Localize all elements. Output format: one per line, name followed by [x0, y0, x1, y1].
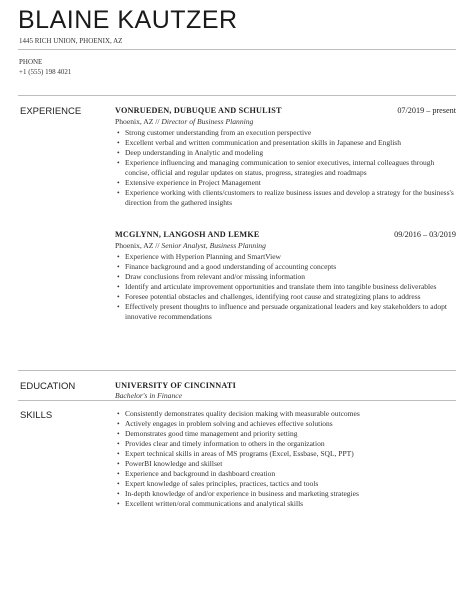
- responsibility-list: [115, 128, 456, 208]
- header-divider: [18, 49, 456, 50]
- list-item: • Excellent written/oral communications and analytical skills: [115, 499, 456, 509]
- list-item: • Consistently demonstrates quality decision making with measurable outcomes: [115, 409, 456, 419]
- list-item: • Finance background and a good understanding of accounting concepts: [115, 262, 456, 272]
- list-item: • Experience with Hyperion Planning and SmartView: [115, 252, 456, 262]
- job-location: Phoenix, AZ //: [115, 117, 162, 126]
- experience-entry-1: [115, 106, 456, 208]
- education-heading: EDUCATION: [20, 381, 76, 392]
- employer-name: VONRUEDEN, DUBUQUE AND SCHULIST: [115, 106, 282, 115]
- list-item: • Draw conclusions from relevant and/or missing information: [115, 272, 456, 282]
- degree: Bachelor's in Finance: [115, 391, 182, 400]
- school-name: UNIVERSITY OF CINCINNATI: [115, 381, 236, 390]
- education-divider: [18, 370, 456, 371]
- list-item: • Experience influencing and managing communication to senior executives, internal colleagues through concise, official and regular updates on status, progress, strategies and roadmaps: [115, 158, 456, 178]
- list-item: • Provides clear and timely information to others in the organization: [115, 439, 456, 449]
- phone-label: PHONE: [19, 58, 43, 66]
- list-item: • Extensive experience in Project Management: [115, 178, 456, 188]
- employer-name: MCGLYNN, LANGOSH AND LEMKE: [115, 230, 260, 239]
- employment-dates: 09/2016 – 03/2019: [394, 230, 456, 239]
- list-item: • In-depth knowledge of and/or experience in business and marketing strategies: [115, 489, 456, 499]
- list-item: • Experience working with clients/customers to realize business issues and develop a strategy for the business's direction from the gathered insights: [115, 188, 456, 208]
- skills-heading: SKILLS: [20, 410, 53, 421]
- employment-dates: 07/2019 – present: [397, 106, 456, 115]
- list-item: • Actively engages in problem solving and achieves effective solutions: [115, 419, 456, 429]
- list-item: • Demonstrates good time management and priority setting: [115, 429, 456, 439]
- list-item: • Deep understanding in Analytic and modeling: [115, 148, 456, 158]
- job-title: Director of Business Planning: [161, 117, 254, 126]
- list-item: • Expert knowledge of sales principles, practices, tactics and tools: [115, 479, 456, 489]
- skills-divider: [18, 400, 456, 401]
- list-item: • Strong customer understanding from an execution perspective: [115, 128, 456, 138]
- responsibility-list: [115, 252, 456, 322]
- job-title: Senior Analyst, Business Planning: [161, 241, 266, 250]
- list-item: • Excellent verbal and written communication and presentation skills in Japanese and English: [115, 138, 456, 148]
- candidate-name: BLAINE KAUTZER: [18, 6, 238, 34]
- list-item: • PowerBI knowledge and skillset: [115, 459, 456, 469]
- list-item: • Effectively present thoughts to influence and persuade organizational leaders and key stakeholders to adopt innovative recommendations: [115, 302, 456, 322]
- list-item: • Experience and background in dashboard creation: [115, 469, 456, 479]
- skills-list: [115, 409, 456, 509]
- list-item: • Expert technical skills in areas of MS programs (Excel, Essbase, SQL, PPT): [115, 449, 456, 459]
- phone-number: +1 (555) 198 4021: [19, 68, 72, 76]
- candidate-address: 1445 RICH UNION, PHOENIX, AZ: [19, 37, 123, 45]
- experience-divider: [18, 95, 456, 96]
- experience-entry-2: [115, 230, 456, 322]
- experience-heading: EXPERIENCE: [20, 106, 82, 117]
- list-item: • Identify and articulate improvement opportunities and translate them into tangible business deliverables: [115, 282, 456, 292]
- job-location: Phoenix, AZ //: [115, 241, 162, 250]
- list-item: • Foresee potential obstacles and challenges, identifying root cause and strategizing plans to address: [115, 292, 456, 302]
- skills-list-container: [115, 409, 456, 509]
